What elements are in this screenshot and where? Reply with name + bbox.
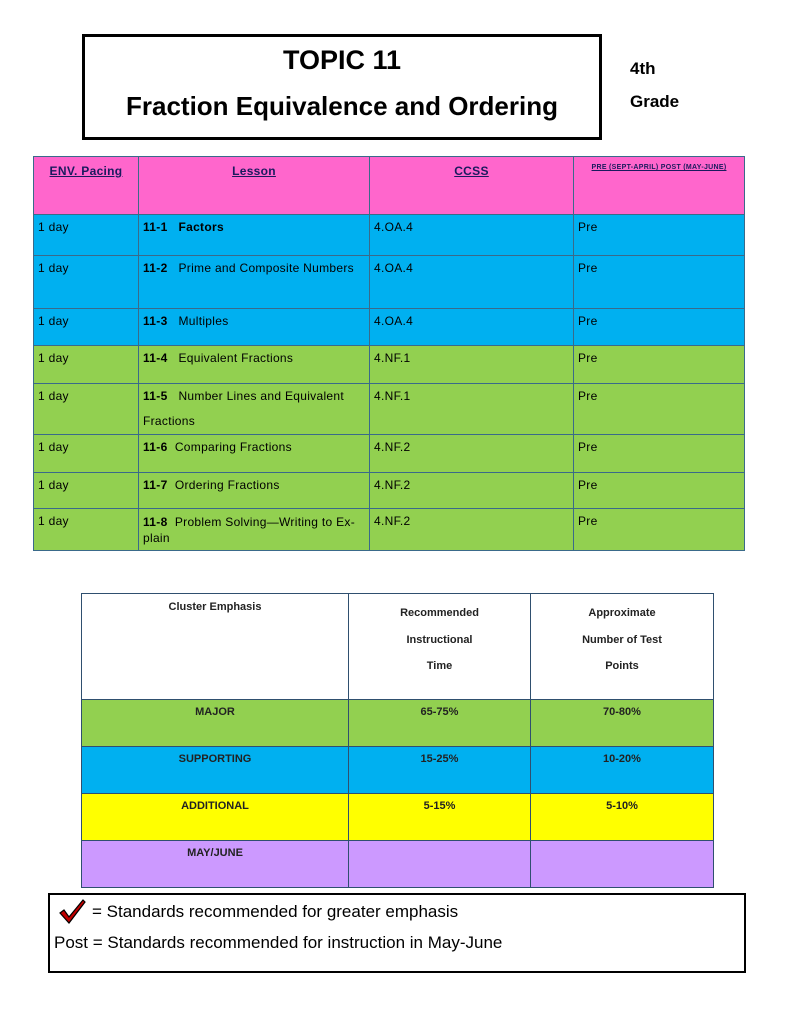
cluster-points: 5-10% [531,794,714,841]
lesson-number: 11-8 [143,515,168,529]
ccss-cell: 4.OA.4 [370,215,574,256]
prepost-cell: Pre [574,473,745,509]
cluster-time: 65-75% [349,700,531,747]
grade-word: Grade [630,92,680,111]
table-row [34,309,745,346]
prepost-cell: Pre [574,384,745,435]
lesson-name: Prime and Composite Numbers [178,261,354,275]
lesson-number: 11-4 [143,351,168,365]
header-points-line: Number of Test [582,633,662,646]
topic-title: Fraction Equivalence and Ordering [126,91,558,121]
title-box [82,34,602,140]
lesson-name: Ordering Fractions [174,478,280,492]
lesson-cell [139,215,370,256]
pacing-cell: 1 day [34,215,139,256]
table-row [34,346,745,384]
pacing-cell: 1 day [34,346,139,384]
table-row [82,700,714,747]
cluster-time: 15-25% [349,747,531,794]
prepost-cell: Pre [574,256,745,309]
ccss-cell: 4.NF.1 [370,346,574,384]
header-points-line: Approximate [588,607,656,619]
legend-check-row [58,899,458,925]
header-time-line: Recommended [400,607,479,619]
table-row [34,215,745,256]
lesson-number: 11-6 [143,440,168,454]
header-cluster-emphasis: Cluster Emphasis [82,594,349,700]
lesson-table [33,156,745,551]
pacing-cell: 1 day [34,256,139,309]
prepost-cell: Pre [574,309,745,346]
grade-number: 4th [630,59,656,78]
cluster-label: MAJOR [82,700,349,747]
lesson-number: 11-7 [143,478,168,492]
lesson-cell [139,435,370,473]
lesson-cell [139,473,370,509]
lesson-cell [139,346,370,384]
pacing-cell: 1 day [34,384,139,435]
lesson-number: 11-5 [143,389,168,403]
pacing-cell: 1 day [34,473,139,509]
lesson-number: 11-3 [143,314,168,328]
ccss-cell: 4.NF.1 [370,384,574,435]
legend-box [48,893,746,973]
pacing-cell: 1 day [34,509,139,551]
header-instructional-time [349,594,531,700]
prepost-cell: Pre [574,435,745,473]
header-points-line: Points [605,660,639,672]
lesson-name: Number Lines and Equivalent Fractions [143,389,344,428]
lesson-name: Multiples [178,314,229,328]
table-row [82,841,714,888]
cluster-label: MAY/JUNE [82,841,349,888]
table-row [82,747,714,794]
lesson-name: Problem Solving—Writing to Ex-plain [143,515,356,545]
lesson-name: Equivalent Fractions [178,351,294,365]
ccss-cell: 4.NF.2 [370,473,574,509]
header-pacing: ENV. Pacing [34,157,139,215]
cluster-emphasis-table [81,593,714,888]
lesson-number: 11-2 [143,261,168,275]
ccss-cell: 4.OA.4 [370,309,574,346]
cluster-time: 5-15% [349,794,531,841]
legend-post-text: Post = Standards recommended for instruction in May-June [54,933,503,952]
cluster-points [531,841,714,888]
prepost-cell: Pre [574,215,745,256]
header-test-points [531,594,714,700]
prepost-cell: Pre [574,346,745,384]
header-ccss: CCSS [370,157,574,215]
ccss-cell: 4.OA.4 [370,256,574,309]
pacing-cell: 1 day [34,435,139,473]
header-lesson: Lesson [139,157,370,215]
cluster-time [349,841,531,888]
prepost-cell: Pre [574,509,745,551]
cluster-label: ADDITIONAL [82,794,349,841]
table-row [34,256,745,309]
table-row [34,509,745,551]
cluster-label: SUPPORTING [82,747,349,794]
lesson-cell [139,256,370,309]
header-time-line: Instructional [406,633,473,646]
table-row [82,794,714,841]
table-row [34,473,745,509]
lesson-name: Factors [178,220,224,234]
lesson-cell [139,509,370,551]
legend-check-text: = Standards recommended for greater emphasis [92,902,459,921]
check-mark-icon [58,899,86,925]
lesson-name: Comparing Fractions [174,440,292,454]
grade-label [630,52,679,118]
cluster-points: 10-20% [531,747,714,794]
pacing-cell: 1 day [34,309,139,346]
lesson-cell [139,384,370,435]
ccss-cell: 4.NF.2 [370,509,574,551]
lesson-number: 11-1 [143,220,168,234]
table-row [34,435,745,473]
ccss-cell: 4.NF.2 [370,435,574,473]
topic-number: TOPIC 11 [282,45,402,75]
lesson-cell [139,309,370,346]
cluster-points: 70-80% [531,700,714,747]
table-row [34,384,745,435]
header-time-line: Time [426,660,453,672]
header-pre-post: PRE (SEPT-APRIL) POST (MAY-JUNE) [574,157,745,215]
